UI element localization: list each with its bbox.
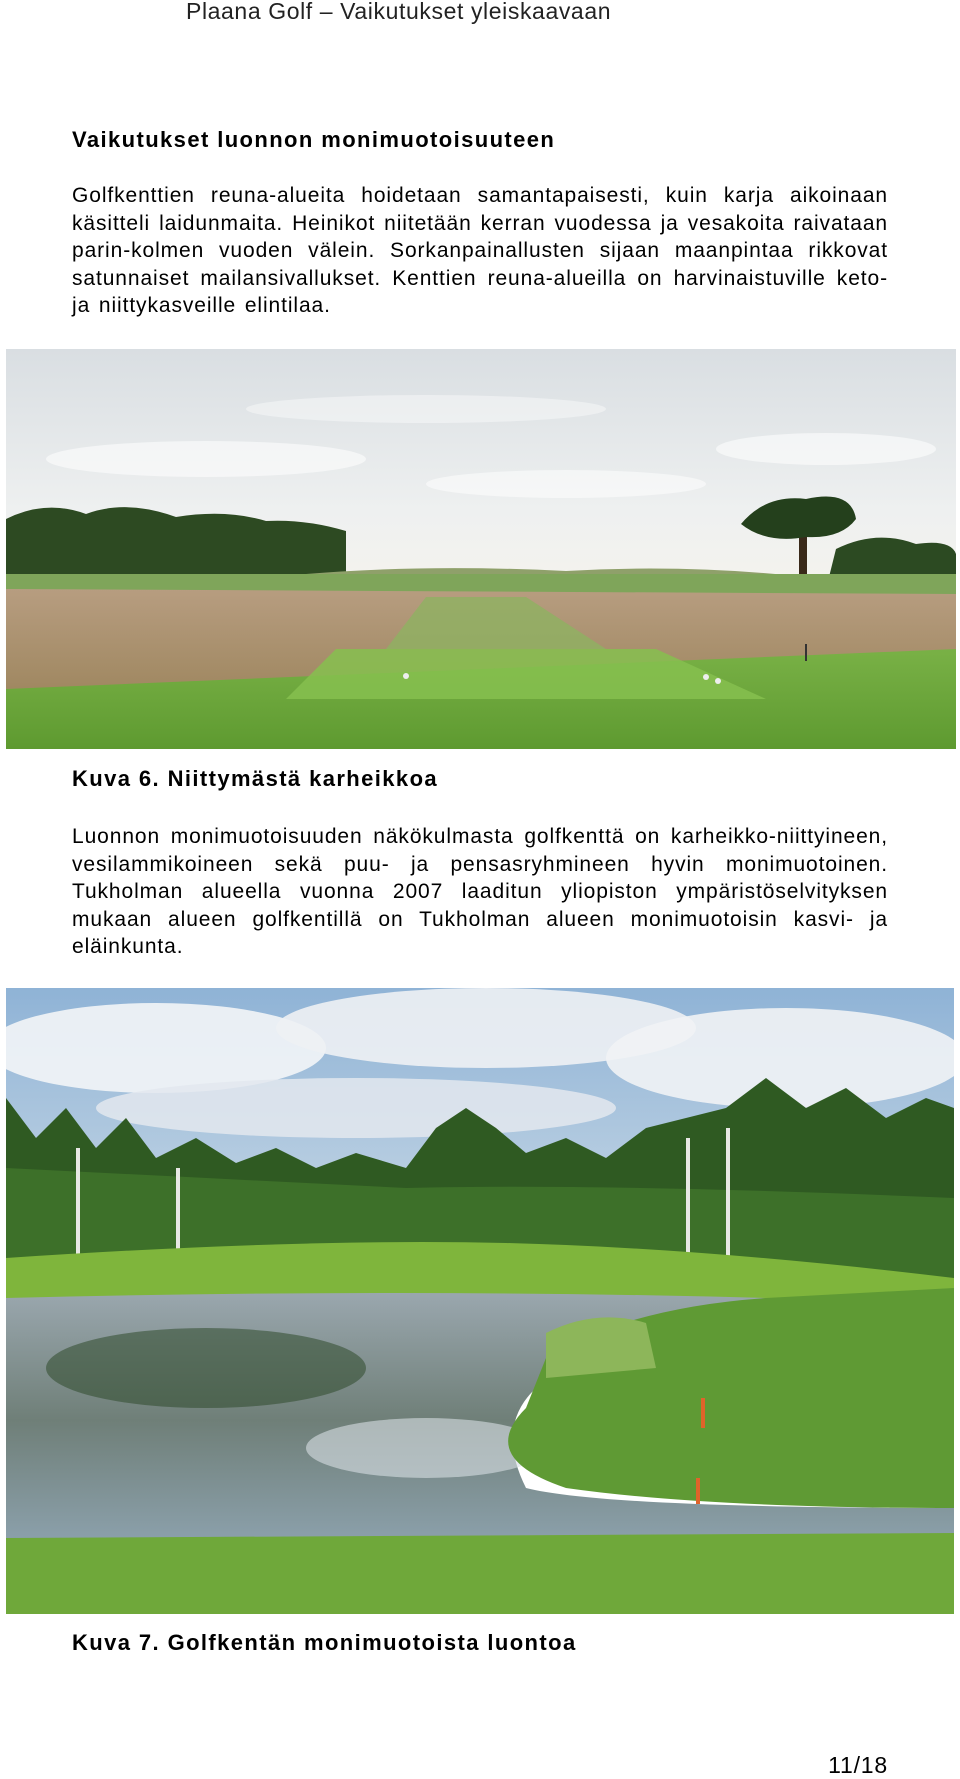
figure7-caption: Kuva 7. Golfkentän monimuotoista luontoa <box>72 1630 577 1655</box>
paragraph-meadow-management: Golfkenttien reuna-alueita hoidetaan samantapaisesti, kuin karja aikoinaan käsitteli laidunmaita. Heinikot niitetään kerran vuodessa ja vesakoita raivataan parin-kolmen vuoden välein. Sorkanpainallusten sijaan maanpintaa rikkovat satunnaiset mailansivallukset. Kenttien reuna-alueilla on harvinaistuville keto- ja niittykasveille elintilaa. <box>72 184 888 318</box>
section-heading: Vaikutukset luonnon monimuotoisuuteen <box>72 127 556 152</box>
paragraph-biodiversity: Luonnon monimuotoisuuden näkökulmasta golfkenttä on karheikko-niittyineen, vesilammikoineen sekä puu- ja pensasryhmineen hyvin monimuotoinen. Tukholman alueella vuonna 2007 laaditun yliopiston ympäristöselvityksen mukaan alueen golfkentillä on Tukholman alueen monimuotoisin kasvi- ja eläinkunta. <box>72 825 888 959</box>
photo-meadow-rough <box>6 349 956 749</box>
figure6-caption: Kuva 6. Niittymästä karheikkoa <box>72 766 439 791</box>
photo-golf-pond <box>6 988 954 1614</box>
page-number: 11/18 <box>828 1752 888 1778</box>
page-header: Plaana Golf – Vaikutukset yleiskaavaan <box>186 0 612 24</box>
